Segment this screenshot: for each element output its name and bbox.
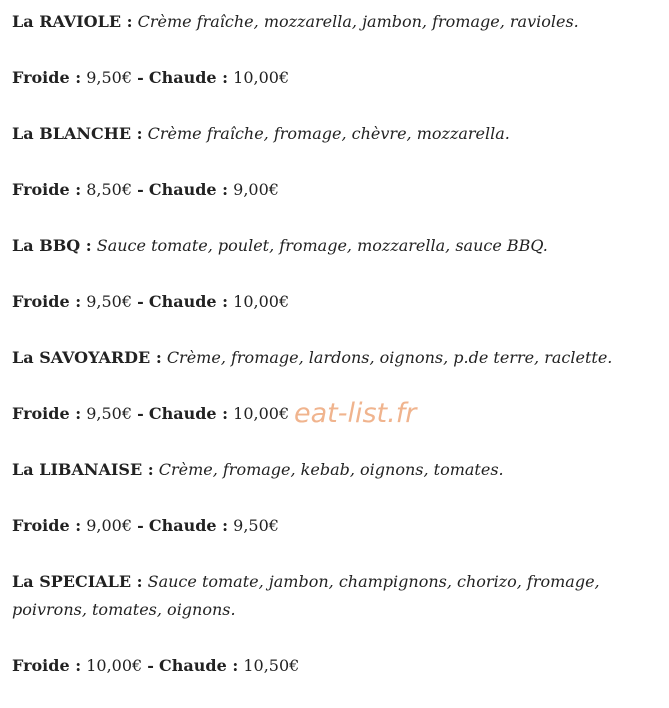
pizza-prices: [12, 652, 657, 680]
pizza-name: La SAVOYARDE :: [12, 348, 162, 367]
pizza-prices: [12, 176, 657, 204]
hot-price: 10,50€: [243, 656, 300, 675]
watermark: eat-list.fr: [294, 398, 417, 429]
price-separator: -: [137, 292, 144, 311]
cold-label: Froide :: [12, 180, 82, 199]
hot-price: 10,00€: [233, 292, 290, 311]
pizza-ingredients: Crème, fromage, kebab, oignons, tomates.: [158, 460, 504, 479]
hot-price: 10,00€: [233, 68, 290, 87]
cold-label: Froide :: [12, 292, 82, 311]
pizza-prices: [12, 288, 657, 316]
pizza-description: [12, 8, 657, 36]
pizza-name: La BLANCHE :: [12, 124, 143, 143]
pizza-name: La RAVIOLE :: [12, 12, 133, 31]
cold-price: 10,00€: [86, 656, 143, 675]
pizza-ingredients: Sauce tomate, poulet, fromage, mozzarella, sauce BBQ.: [96, 236, 548, 255]
pizza-description: [12, 232, 657, 260]
hot-label: Chaude :: [159, 656, 239, 675]
cold-label: Froide :: [12, 68, 82, 87]
hot-label: Chaude :: [148, 516, 229, 535]
pizza-ingredients: Crème fraîche, fromage, chèvre, mozzarella.: [147, 124, 510, 143]
hot-price: 9,00€: [233, 180, 279, 199]
pizza-description: [12, 344, 657, 372]
price-separator: -: [137, 516, 144, 535]
pizza-prices: [12, 512, 657, 540]
price-separator: -: [137, 404, 144, 423]
cold-price: 9,50€: [86, 292, 133, 311]
cold-price: 9,50€: [86, 404, 133, 423]
price-separator: -: [147, 656, 154, 675]
hot-price: 9,50€: [233, 516, 279, 535]
pizza-name: La SPECIALE :: [12, 572, 143, 591]
cold-label: Froide :: [12, 516, 82, 535]
hot-label: Chaude :: [148, 292, 229, 311]
pizza-menu: [12, 8, 657, 708]
cold-label: Froide :: [12, 656, 82, 675]
pizza-ingredients: Crème fraîche, mozzarella, jambon, fromage, ravioles.: [137, 12, 579, 31]
pizza-description: [12, 120, 657, 148]
hot-price: 10,00€: [233, 404, 290, 423]
hot-label: Chaude :: [148, 180, 229, 199]
hot-label: Chaude :: [148, 68, 229, 87]
pizza-description: [12, 456, 657, 484]
cold-price: 9,50€: [86, 68, 133, 87]
pizza-name: La BBQ :: [12, 236, 92, 255]
pizza-ingredients: Crème, fromage, lardons, oignons, p.de terre, raclette.: [166, 348, 613, 367]
hot-label: Chaude :: [148, 404, 229, 423]
pizza-ingredients: Sauce tomate, jambon, champignons, chorizo, fromage, poivrons, tomates, oignons.: [12, 572, 600, 619]
pizza-description: [12, 568, 657, 624]
cold-label: Froide :: [12, 404, 82, 423]
pizza-name: La LIBANAISE :: [12, 460, 154, 479]
price-separator: -: [137, 180, 144, 199]
pizza-prices: [12, 64, 657, 92]
cold-price: 8,50€: [86, 180, 133, 199]
price-separator: -: [137, 68, 144, 87]
cold-price: 9,00€: [86, 516, 133, 535]
